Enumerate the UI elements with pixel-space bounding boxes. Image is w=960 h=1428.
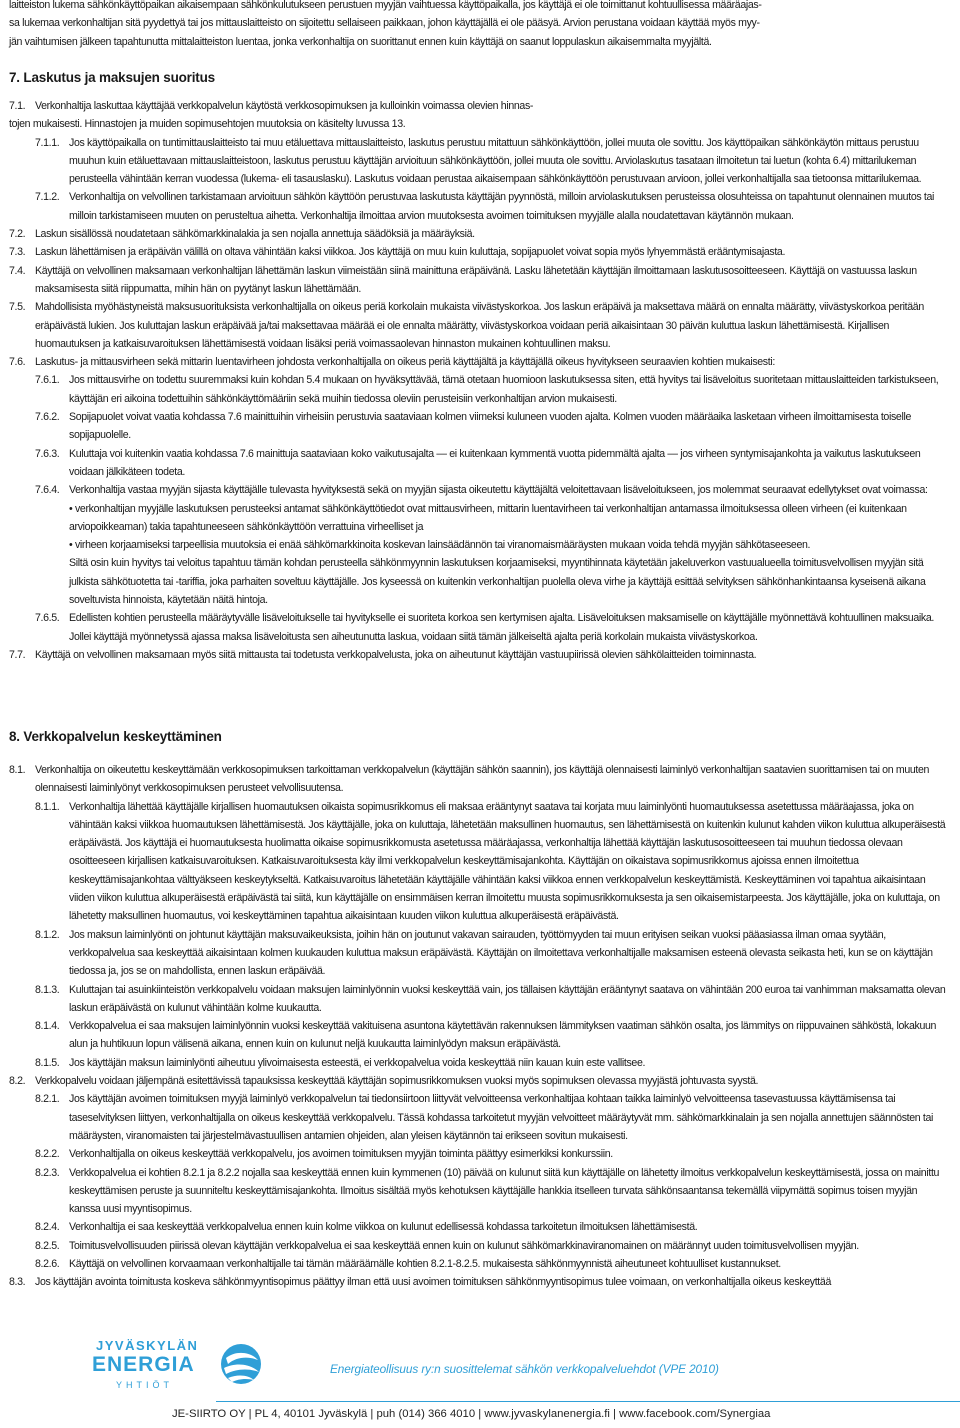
- company-logo: [86, 1332, 262, 1392]
- clause-number: 7.1.: [9, 100, 26, 112]
- clause: [35, 481, 950, 609]
- clause: [9, 1273, 950, 1291]
- intro-line: sa lukemaa verkonhaltijan sitä pyydettyä tai jos mittauslaitteisto on sijoitettu sellaiseen paikkaan, johon käyttäjällä ei ole pääsyä. Arvion perustana voidaan käyttää myös myy-: [9, 17, 760, 30]
- clause: [9, 353, 950, 371]
- clause: [35, 1237, 950, 1255]
- clause: [35, 1054, 950, 1072]
- clause-text: Laskutus- ja mittausvirheen sekä mittarin luentavirheen johdosta verkonhaltijalla on oikeus periä käyttäjältä ja käyttäjällä oikeus hyvitykseen seuraavien kohtien mukaisesti:: [35, 356, 775, 369]
- clause-number: 8.2.: [9, 1075, 26, 1088]
- clause-text: Verkonhaltijalla on oikeus keskeyttää verkkopalvelu, jos avoimen toimituksen myyjän toiminta päättyy esimerkiksi konkurssiin.: [69, 1148, 613, 1161]
- clause: [35, 445, 950, 482]
- intro-line: laitteiston lukema sähkönkäyttöpaikan aikaisempaan sähkönkulutukseen perustuen myyjän vaihtuessa käyttöpaikalla, jos käyttäjä ei ole toimittanut kohtuullisessa määräajas-: [9, 0, 762, 11]
- clause-number: 7.6.1.: [35, 374, 60, 387]
- clause: [9, 298, 950, 353]
- clause-text: Sopijapuolet voivat vaatia kohdassa 7.6 mainittuihin virheisiin perustuvia saataviaan kolmen viimeksi kuluneen vuoden ajalta. Kolmen vuoden määräaika lasketaan virheen ilmoittamisesta toiselle sopijapuolelle.: [69, 411, 912, 442]
- clause-text: Toimitusvelvollisuuden piirissä olevan käyttäjän verkkopalvelua ei saa keskeyttää ennen kuin on kulunut sähkömarkkinaviranomainen on määrännyt uuden toimitusvelvollisen myyjän.: [69, 1239, 859, 1252]
- clause-text: Käyttäjä on velvollinen korvaamaan verkonhaltijalle tai tämän määräämälle kohtien 8.2.1-8.2.5. mukaisesta sähkönmyynnistä aiheutuneet kohtuulliset kustannukset.: [69, 1258, 781, 1271]
- clause-number: 7.1.1.: [35, 136, 60, 149]
- clause-number: 8.1.: [9, 764, 26, 776]
- clause-number: 8.2.2.: [35, 1148, 60, 1161]
- clause-text: Verkkopalvelua ei kohtien 8.2.1 ja 8.2.2 nojalla saa keskeyttää ennen kuin kymmenen (10) päivää on kulunut siitä kun käyttäjälle on lähetetty ilmoitus verkkopalvelun keskeyttämisestä, jossa on mainittu keskeyttämisen peruste ja suunniteltu keskeyttämisajankohta. Ilmoitus sisältää myös kehotuksen käyttäjälle hankkia itselleen turvata sähkönsaantansa tekemällä viipymättä sopimus toisen myyjän kanssa uusi myyntisopimus.: [69, 1166, 940, 1216]
- clause-text: Verkonhaltija vastaa myyjän sijasta käyttäjälle tulevasta hyvityksestä sekä on myyjän sijasta oikeutettu käyttäjältä veloitettavaan lisäveloitukseen, jos molemmat seuraavat edellytykset ovat voimassa:: [69, 484, 928, 497]
- footer-divider: [216, 1401, 960, 1402]
- section-heading: 8. Verkkopalvelun keskeyttäminen: [9, 729, 222, 744]
- clause-text: Jos käyttäjän avoimen toimituksen myyjä laiminlyö verkkopalvelun tai tiedonsiirtoon liittyvät velvoitteensa verkonhaltijaa kohtaan taikka laiminlyö velvoitteensa tasevastuussa käyttämisensa tai taseselvityksen liittyen, verkonhaltijalla on oikeus keskeyttää verkkopalvelu. Tässä kohdassa tarkoitetut myyjän velvoitteet määräytyvät mm. sähkömarkkinalain ja sen nojalla annettujen säännösten tai määräysten, viranomaisten tai järjestelmävastuullisen antamien ohjeiden, alan yleisen käytännön tai erikseen sovitun mukaisesti.: [69, 1093, 934, 1142]
- clause-text: tojen mukaisesti. Hinnastojen ja muiden sopimusehtojen muutoksia on käsitelty luvussa 13.: [9, 118, 406, 131]
- clause-text: Kuluttaja voi kuitenkin vaatia kohdassa 7.6 mainittuja saataviaan koko vaikutusajalta — ei kuitenkaan kymmentä vuotta pidemmältä ajalta — jos virheen syntymisajankohta ja vaikutus laskutukseen voidaan jälkikäteen todeta.: [69, 447, 921, 478]
- clause: [9, 97, 950, 115]
- clause-number: 7.6.3.: [35, 447, 60, 460]
- clause: [35, 1145, 950, 1163]
- clause-text: Jos käyttäjän avointa toimitusta koskeva sähkönmyyntisopimus päättyy ilman että uusi avoimen toimituksen sähkönmyyntisopimus tulee voimaan, on verkonhaltijalla oikeus keskeyttää: [35, 1276, 831, 1289]
- clause-number: 8.1.5.: [35, 1056, 60, 1069]
- clause-number: 7.6.2.: [35, 411, 60, 424]
- clause-text: Mahdollisista myöhästyneistä maksusuorituksista verkonhaltijalla on oikeus periä korkolain mukaista viivästyskorkoa. Jos laskun eräpäivä ja maksettava määrä on ennalta määrätty, viivästyskorkoa peritään eräpäivästä lukien. Jos kuluttajan laskun eräpäivää ja/tai maksettavaa määrää ei ole ennalta määrätty, viivästyskorkoa voidaan periä aikaisintaan 30 päivän kuluttua laskun lähettämisestä. Kirjallisen huomautuksen ja katkaisuvaroituksen lähettämisestä voidaan lisäksi periä voimassaolevan hinnaston mukainen kohtuullinen maksu.: [35, 301, 924, 350]
- clause-text: Kuluttajan tai asuinkiinteistön verkkopalvelu voidaan maksujen laiminlyönnin vuoksi keskeyttää vain, jos tällaisen käyttäjän erääntynyt saatava on vähintään 200 euroa tai vanhimman maksamatta olevan laskun eräpäivästä on kulunut vähintään kolme kuukautta.: [69, 983, 946, 1014]
- clause-number: 7.4.: [9, 264, 26, 277]
- clause-number: 8.2.4.: [35, 1221, 60, 1234]
- clause-text: Siltä osin kuin hyvitys tai veloitus tapahtuu tämän kohdan perusteella sähkönmyynnin laskutuksen korjaamiseksi, myyntihinnata käytetään jakeluverkon vastuualueella toimitusvelvollisen myyjän sitä julkista sähkötuotetta tai -tariffia, joka parhaiten soveltuu käyttäjälle. Jos kyseessä on kuitenkin verkonhaltijan puolella oleva virhe ja käyttäjä esittää selvityksen sähkönhankintaansa kyseisenä aikana soveltuvista hinnoista, käytetään näitä hintoja.: [69, 557, 926, 607]
- logo-line3: YHTIÖT: [116, 1380, 173, 1390]
- clause: [9, 262, 950, 299]
- footer-tagline: Energiateollisuus ry:n suosittelemat sähkön verkkopalveluehdot (VPE 2010): [330, 1362, 719, 1376]
- clause-number: 7.2.: [9, 228, 26, 241]
- clause-text: Edellisten kohtien perusteella määräytyvälle lisäveloitukselle tai hyvitykselle ei suoriteta korkoa sen kertymisen ajalta. Lisäveloituksen maksamiselle on käyttäjälle myönnettävä kohtuullinen maksuaika. Jollei käyttäjä myönnetyssä ajassa maksa lisäveloitusta sen aiheutunutta laskua, voidaan siitä tämän jälkeiseltä ajalta periä korkolain mukaista viivästyskorkoa.: [69, 612, 934, 643]
- clause-number: 7.6.5.: [35, 612, 60, 625]
- clause: [9, 243, 950, 261]
- clause-number: 8.3.: [9, 1276, 26, 1289]
- clause-text: Verkonhaltija laskuttaa käyttäjää verkkopalvelun käytöstä verkkosopimuksen ja kulloinkin voimassa olevien hinnas-: [35, 100, 534, 112]
- clause: [35, 981, 950, 1018]
- logo-line1: JYVÄSKYLÄN: [96, 1338, 199, 1353]
- clause-text: Jos käyttöpaikalla on tuntimittauslaitteisto tai muu etäluettava mittauslaitteisto, laskutus perustuu mitattuun sähkönkäyttöön, jollei muuta ole sovittu. Jos käyttöpaikan sähkönkäytön mittaus perustuu muuhun kuin etäluettavaan mittauslaitteistoon, laskutus perustuu käyttäjän arvioituun sähkönkäyttöön, jollei muuta ole sovittu. Arviolaskutus tasataan ilmoitetun tai luetun (kohta 6.4) mittarilukeman perusteella vähintään kerran vuodessa (lukema- eli tasauslasku). Laskutus voidaan perustaa aikaisempaan sähkönkäyttöön perustuvaan arvioon, jollei verkonhaltijalla saa tietoonsa mittarilukemaa.: [69, 136, 922, 186]
- clause: [9, 761, 950, 798]
- bullet-item: • verkonhaltijan myyjälle laskutuksen perusteeksi antamat sähkönkäyttötiedot ovat mittausvirheen, mittarin luentavirheen tai verkonhaltijan antamassa ilmoituksessa olleen virheen (ei kuitenkaan arviopoikkeaman) takia tapahtuneeseen sähkönkäyttöön verrattuina virheelliset ja: [69, 502, 907, 533]
- clause: [35, 371, 950, 408]
- logo-icon: [86, 1332, 262, 1392]
- clause-number: 7.7.: [9, 648, 26, 661]
- section-heading: 7. Laskutus ja maksujen suoritus: [9, 70, 215, 85]
- clause-text: Verkonhaltija lähettää käyttäjälle kirjallisen huomautuksen oikaista sopimusrikkomus eli maksaa erääntynyt saatava tai korjata muu laiminlyönti huomautuksessa asetettussa määräajassa, joka on vähintään kaksi viikkoa huomautuksen lähettämisestä. Jos käyttäjälle, joka on kuluttaja, lähetetään maksullinen huomautus, sen lähettämisestä on kuitenkin kulunut kahden viikon kuluttua alkuperäisestä eräpäivästä. Jos käyttäjä ei huomautuksesta huolimatta oikaise sopimusrikkomusta asetetussa määräajassa, verkonhaltija lähettää käyttäjän laskutusosoitteeseen tai muuhun tiedossa olevaan osoitteeseen kirjallisen katkaisuvaroituksen. Katkaisuvaroituksesta käy ilmi verkkopalvelun keskeyttämisajankohta. Käyttäjän on oikaistava sopimusrikkomus ajoissa ennen ilmoitettua keskeyttämisajankohtaa välttyäkseen keskeytykseltä. Katkaisuvaroitus lähetetään käyttäjälle vähintään kaksi viikkoa ennen verkkopalvelun keskeyttämistä. Keskeyttäminen voi tapahtua aikaisintaan viiden viikon kuluttua alkuperäisestä eräpäivästä tai siitä, kun käyttäjälle on ensimmäisen kerran ilmoitettu muusta sopimusrikkomuksesta ja sen oikaisemistarpeesta. Jos käyttäjälle, joka on kuluttaja, on lähetetty maksullinen huomautus, voi keskeyttäminen tapahtua aikaisintaan kuuden viikon kuluttua alkuperäisestä eräpäivästä.: [69, 800, 946, 923]
- section-7-body: [9, 97, 950, 664]
- clause-text: Jos mittausvirhe on todettu suuremmaksi kuin kohdan 5.4 mukaan on hyväksyttävää, tämä otetaan huomioon laskutuksessa siten, että hyvitys tai lisäveloitus suoritetaan mittauslaitteiden tarkistukseen, käyttäjän eri aikoina todettuihin sähkönkäyttömääriin sekä muihin tiedossa oleviin perusteisiin verkonhaltijan arvion mukaisesti.: [69, 374, 939, 405]
- clause-number: 7.3.: [9, 246, 26, 259]
- clause-number: 8.2.5.: [35, 1239, 60, 1252]
- bullet-item: • virheen korjaamiseksi tarpeellisia muutoksia ei enää sähkömarkkinoita koskevan lainsäädännön tai viranomaismääräysten mukaan voida tehdä myyjän sähkötaseeseen.: [69, 539, 811, 552]
- clause: [35, 1164, 950, 1219]
- clause: [9, 1072, 950, 1090]
- clause-number: 7.1.2.: [35, 191, 60, 204]
- clause-number: 8.2.3.: [35, 1166, 60, 1179]
- logo-line2: ENERGIA: [92, 1353, 195, 1376]
- clause: [35, 408, 950, 445]
- clause-number: 8.2.1.: [35, 1093, 60, 1106]
- intro-paragraph: [9, 0, 950, 51]
- clause-text: Verkkopalvelu voidaan jäljempänä esitettävissä tapauksissa keskeyttää käyttäjän sopimusrikkomuksen vuoksi myös sopimuksen olevassa myyjästä johtuvasta syystä.: [35, 1075, 759, 1088]
- clause-text: Verkonhaltija on velvollinen tarkistamaan arvioituun sähkön käyttöön perustuvaa laskutusta käyttäjän pyynnöstä, milloin arviolaskutuksen perusteissa olosuhteissa on tapahtunut olennainen muutos tai milloin tarkistamiseen muuten on perusteltua aihetta. Verkonhaltija ilmoittaa arvion muutoksesta avoimen toimituksen myyjälle alalla noudatettavan käytännön mukaan.: [69, 191, 935, 222]
- clause: [35, 1255, 950, 1273]
- clause-number: 8.2.6.: [35, 1258, 60, 1271]
- clause: [35, 1017, 950, 1054]
- clause-number: 7.6.4.: [35, 484, 60, 497]
- clause: [35, 798, 950, 926]
- clause: [35, 609, 950, 646]
- clause-text: Verkonhaltija on oikeutettu keskeyttämään verkkosopimuksen tarkoittaman verkkopalvelun (käyttäjän sähkön saannin), jos käyttäjä olennaisesti laiminlyö verkonhaltijan saatavien suorittamisen tai on muuten olennaisesti laiminlyönyt verkkosopimuksen perusteet velvollisuutensa.: [35, 764, 930, 795]
- clause: [9, 646, 950, 664]
- footer-address: JE-SIIRTO OY | PL 4, 40101 Jyväskylä | puh (014) 366 4010 | www.jyvaskylanenergia.fi | www.facebook.com/Synergiaa: [172, 1408, 771, 1420]
- clause-text: Käyttäjä on velvollinen maksamaan verkonhaltijan lähettämän laskun viimeistään siinä mainittuna eräpäivänä. Lasku lähetetään käyttäjän ilmoittamaan laskutusosoitteeseen. Käyttäjä on vastuussa laskun maksamisesta siitä riippumatta, mihin hän on pyytänyt laskun lähettämään.: [35, 264, 917, 295]
- clause-text: Laskun sisällössä noudatetaan sähkömarkkinalakia ja sen nojalla annettuja säädöksiä ja määräyksiä.: [35, 228, 475, 241]
- clause: [35, 1218, 950, 1236]
- clause-text: Käyttäjä on velvollinen maksamaan myös siitä mittausta tai todetusta verkkopalvelusta, joka on aiheutunut käyttäjän vastuupiirissä olevien sähkölaitteiden toiminnasta.: [35, 648, 757, 661]
- clause-text: Verkonhaltija ei saa keskeyttää verkkopalvelua ennen kuin kolme viikkoa on kulunut edellisessä kohdassa tarkoitetun ilmoituksen lähettämisestä.: [69, 1221, 698, 1234]
- clause-number: 8.1.4.: [35, 1020, 60, 1033]
- clause: [9, 225, 950, 243]
- clause-text: Laskun lähettämisen ja eräpäivän välillä on oltava vähintään kaksi viikkoa. Jos käyttäjä on muu kuin kuluttaja, sopijapuolet voivat sopia myös lyhyemmästä erääntymisajasta.: [35, 246, 786, 259]
- clause: [35, 926, 950, 981]
- intro-line: jän vaihtumisen jälkeen tapahtunutta mittalaitteiston luentaa, jonka verkonhaltija on suorittanut ennen kuin käyttäjä on saanut loppulaskun aikaisemmalta myyjältä.: [9, 35, 712, 48]
- clause-text: Verkkopalvelua ei saa maksujen laiminlyönnin vuoksi keskeyttää vakituisena asuntona käytettävän rakennuksen lämmityksen vaatiman sähkön osalta, jos lämmitys on riippuvainen sähköstä, lokakuun alun ja huhtikuun lopun välisenä aikana, ennen kuin on kulunut neljä kuukautta laiminlyödyn maksun eräpäivästä.: [69, 1020, 937, 1051]
- clause-number: 8.1.1.: [35, 800, 60, 813]
- section-8-body: [9, 761, 950, 1292]
- clause-text: Jos käyttäjän maksun laiminlyönti aiheutuu ylivoimaisesta esteestä, ei verkkopalvelua voida keskeyttää niin kauan kuin este vallitsee.: [69, 1056, 646, 1069]
- clause-number: 7.5.: [9, 301, 26, 314]
- clause-number: 8.1.2.: [35, 928, 60, 941]
- clause-text: Jos maksun laiminlyönti on johtunut käyttäjän maksuvaikeuksista, joihin hän on joutunut vakavan sairauden, työttömyyden tai muun erityisen seikan vuoksi pääasiassa ilman omaa syytään, verkkopalvelua saa keskeyttää aikaisintaan kolmen kuukauden kuluttua maksun eräpäivästä. Käyttäjän on ilmoitettava verkonhaltijalle maksamisen esteenä olevasta seikasta heti, kun se on käyttäjän tiedossa ja, jos se on mahdollista, ennen laskun eräpäivää.: [69, 928, 933, 978]
- clause-number: 7.6.: [9, 356, 26, 369]
- clause: [35, 188, 950, 225]
- clause-number: 8.1.3.: [35, 983, 60, 996]
- clause: [35, 134, 950, 189]
- logo-swirl-icon: [221, 1344, 261, 1384]
- clause: [35, 1090, 950, 1145]
- clause-text: [69, 481, 950, 609]
